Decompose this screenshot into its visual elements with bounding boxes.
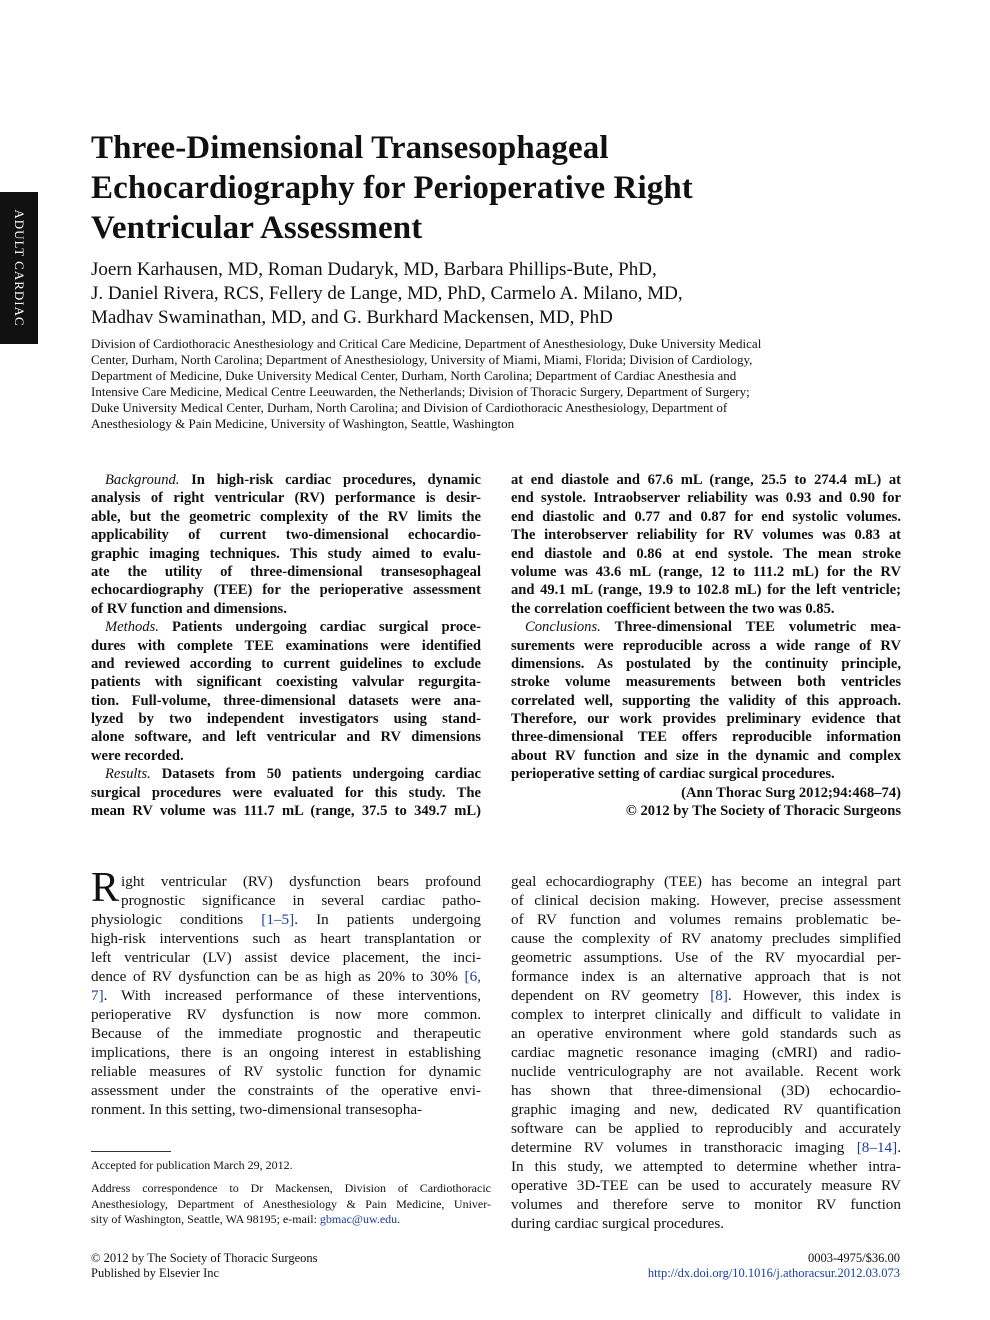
journal-citation: (Ann Thorac Surg 2012;94:468–74) (681, 784, 901, 801)
body-line (91, 1081, 481, 1100)
citation-link[interactable]: [8] (710, 987, 728, 1004)
drop-cap: R (91, 865, 120, 911)
abstract-line: echocardiography (TEE) for the perioperative assessment (91, 582, 481, 599)
body-text: . With increased performance of these interventions, (103, 987, 481, 1004)
body-text: of RV function and volumes remains problematic be- (511, 911, 901, 928)
abstract-line: lyzed by two independent investigators using stand- (91, 711, 481, 728)
abstract-text: Three-dimensional TEE volumetric mea- (614, 619, 901, 636)
body-line (91, 1062, 481, 1081)
article-title (91, 128, 891, 248)
results-heading: Results. (105, 766, 151, 783)
body-text: geal echocardiography (TEE) has become an integral part (511, 873, 901, 890)
author-line: J. Daniel Rivera, RCS, Fellery de Lange, MD, PhD, Carmelo A. Milano, MD, (91, 283, 683, 304)
body-line (511, 1024, 901, 1043)
body-text: ight ventricular (RV) dysfunction bears profound (121, 873, 481, 890)
title-line: Ventricular Assessment (91, 210, 423, 246)
body-line (511, 1176, 901, 1195)
abstract-line: applicability of current two-dimensional echocardio- (91, 527, 481, 544)
body-line (511, 891, 901, 910)
body-text: prognostic significance in several cardiac patho- (121, 892, 481, 909)
body-right-column (511, 872, 901, 1233)
body-line (91, 1043, 481, 1062)
body-line (511, 1081, 901, 1100)
author-line: Madhav Swaminathan, MD, and G. Burkhard Mackensen, MD, PhD (91, 307, 613, 328)
abstract-line: the correlation coefficient between the two was 0.85. (511, 600, 835, 617)
author-list (91, 258, 911, 330)
body-text: software can be applied to reproducibly and accurately (511, 1120, 901, 1137)
body-left-column (91, 872, 481, 1119)
accepted-note (91, 1158, 491, 1174)
body-text: left ventricular (LV) assist device placement, the inci- (91, 949, 481, 966)
abstract-line: at end diastole and 67.6 mL (range, 25.5 to 274.4 mL) at (511, 472, 901, 488)
title-line: Three-Dimensional Transesophageal (91, 130, 609, 166)
body-line (511, 1195, 901, 1214)
citation-link[interactable]: 7] (91, 987, 104, 1004)
body-line (91, 967, 481, 986)
body-text: during cardiac surgical procedures. (511, 1215, 725, 1232)
abstract-line: perioperative setting of cardiac surgical procedures. (511, 766, 835, 783)
body-line (511, 1214, 901, 1233)
abstract-line: correlated well, supporting the validity of this approach. (511, 692, 901, 709)
abstract-line: surgical procedures were evaluated for this study. The (91, 784, 481, 801)
body-text: dependent on RV geometry (511, 987, 711, 1004)
body-line (511, 1119, 901, 1138)
address-text: sity of Washington, Seattle, WA 98195; e-mail: (91, 1212, 320, 1226)
address-line (91, 1212, 491, 1228)
body-text: In this study, we attempted to determine whether intra- (511, 1158, 901, 1175)
abstract-line (511, 618, 901, 636)
body-text: dence of RV dysfunction can be as high as 20% to 30% (91, 968, 465, 985)
body-text: high-risk interventions such as heart transplantation or (91, 930, 481, 947)
abstract-copyright: © 2012 by The Society of Thoracic Surgeons (625, 803, 901, 820)
body-text: of clinical decision making. However, precise assessment (511, 892, 901, 909)
section-tab-label: ADULT CARDIAC (12, 209, 27, 327)
body-line (511, 1157, 901, 1176)
accepted-text: Accepted for publication March 29, 2012. (91, 1158, 293, 1172)
body-text: . (897, 1139, 901, 1156)
abstract-line (91, 618, 481, 636)
footer-publisher: Published by Elsevier Inc (91, 1266, 220, 1280)
body-text: ronment. In this setting, two-dimensional transesopha- (91, 1101, 423, 1118)
body-text: formance index is an alternative approach that is not (511, 968, 901, 985)
body-line (511, 967, 901, 986)
abstract-line (91, 471, 481, 489)
abstract-line: graphic imaging techniques. This study aimed to evalu- (91, 545, 481, 562)
body-line (511, 1005, 901, 1024)
body-text: physiologic conditions (91, 911, 262, 928)
abstract-line: and reviewed according to current guidelines to exclude (91, 655, 481, 672)
abstract-line: mean RV volume was 111.7 mL (range, 37.5 to 349.7 mL) (91, 803, 481, 820)
body-text: cardiac magnetic resonance imaging (cMRI) and radio- (511, 1044, 901, 1061)
abstract-line: tion. Full-volume, three-dimensional datasets were ana- (91, 692, 481, 709)
correspondence-note (91, 1181, 491, 1228)
abstract-line: able, but the geometric complexity of the RV limits the (91, 508, 481, 525)
footer-left (91, 1251, 317, 1281)
body-text: assessment under the constraints of the operative envi- (91, 1082, 481, 1099)
body-text: perioperative RV dysfunction is now more common. (91, 1006, 481, 1023)
footer-issn: 0003-4975/$36.00 (807, 1251, 900, 1265)
abstract-line: dures with complete TEE examinations were identified (91, 637, 481, 654)
body-text: implications, there is an ongoing interest in establishing (91, 1044, 481, 1061)
abstract-line: end systole. Intraobserver reliability was 0.93 and 0.90 for (511, 490, 901, 507)
body-text: operative 3D-TEE can be used to accurately measure RV (511, 1177, 901, 1194)
body-line (511, 1062, 901, 1081)
body-text: graphic imaging and new, dedicated RV quantification (511, 1101, 901, 1118)
body-text: nuclide ventriculography are not available. Recent work (511, 1063, 901, 1080)
affiliation-line: Anesthesiology & Pain Medicine, University of Washington, Seattle, Washington (91, 416, 515, 431)
abstract-line: about RV function and size in the dynamic and complex (511, 747, 901, 764)
citation-link[interactable]: [8–14] (856, 1139, 898, 1156)
body-line (511, 986, 901, 1005)
abstract-line (91, 765, 481, 783)
email-link[interactable]: gbmac@uw.edu (319, 1212, 398, 1226)
title-line: Echocardiography for Perioperative Right (91, 170, 693, 206)
section-tab (0, 192, 38, 344)
body-text: geometric assumptions. Use of the RV myocardial per- (511, 949, 901, 966)
abstract-line: volume was 43.6 mL (range, 12 to 111.2 mL) for the RV (511, 563, 901, 580)
abstract-line: end diastole and 0.86 at end systole. The mean stroke (511, 545, 901, 562)
body-line (511, 929, 901, 948)
body-line (91, 1024, 481, 1043)
methods-heading: Methods. (105, 619, 159, 636)
abstract-text: Datasets from 50 patients undergoing cardiac (161, 766, 481, 783)
citation-link[interactable]: [6, (464, 968, 481, 985)
body-text: reliable measures of RV systolic function for dynamic (91, 1063, 481, 1080)
doi-link[interactable]: http://dx.doi.org/10.1016/j.athoracsur.2012.03.073 (647, 1266, 900, 1280)
affiliation-line: Center, Durham, North Carolina; Department of Anesthesiology, University of Miami, Miami, Florida; Division of Cardiology, (91, 352, 753, 367)
body-line (91, 1005, 481, 1024)
abstract-line: ate the utility of three-dimensional transesophageal (91, 563, 481, 580)
background-heading: Background. (105, 472, 180, 488)
body-line (91, 986, 481, 1005)
body-line (511, 948, 901, 967)
abstract-left-column (91, 471, 481, 820)
body-text: cause the complexity of RV anatomy precludes simplified (511, 930, 901, 947)
abstract-line: end diastolic and 0.77 and 0.87 for end systolic volumes. (511, 508, 901, 525)
abstract-line: Therefore, our work provides preliminary evidence that (511, 711, 901, 728)
abstract-line: patients with significant coexisting valvular regurgita- (91, 674, 481, 691)
body-line (511, 1138, 901, 1157)
body-line (91, 891, 481, 910)
abstract-line: alone software, and left ventricular and RV dimensions (91, 729, 481, 746)
abstract-line: stroke volume measurements between both ventricles (511, 674, 901, 691)
author-line: Joern Karhausen, MD, Roman Dudaryk, MD, Barbara Phillips-Bute, PhD, (91, 259, 657, 280)
abstract-line: three-dimensional TEE offers reproducible information (511, 729, 901, 746)
affiliation-line: Division of Cardiothoracic Anesthesiology and Critical Care Medicine, Department of Anesthesiology, Duke University Medical (91, 336, 762, 351)
footnote-divider (91, 1151, 171, 1152)
abstract-right-column (511, 471, 901, 820)
body-line (511, 1100, 901, 1119)
affiliations (91, 336, 903, 432)
abstract-line: and 49.1 mL (range, 19.9 to 102.8 mL) for the left ventricle; (511, 582, 901, 599)
abstract-line: dimensions. As postulated by the continuity principle, (511, 655, 901, 672)
affiliation-line: Duke University Medical Center, Durham, North Carolina; and Division of Cardiothoracic Anesthesiology, Department of (91, 400, 728, 415)
body-text: determine RV volumes in transthoracic imaging (511, 1139, 857, 1156)
body-line (511, 1043, 901, 1062)
footer-copyright: © 2012 by The Society of Thoracic Surgeons (91, 1251, 318, 1265)
body-text: volumes and therefore serve to monitor RV function (511, 1196, 901, 1213)
footer-right (648, 1251, 900, 1281)
body-text: . However, this index is (727, 987, 901, 1004)
abstract-line: of RV function and dimensions. (91, 600, 287, 617)
body-line (91, 929, 481, 948)
body-line (91, 1100, 481, 1119)
citation-link[interactable]: [1–5] (261, 911, 295, 928)
affiliation-line: Intensive Care Medicine, Medical Centre Leeuwarden, the Netherlands; Division of Thoracic Surgery, Department of Surgery; (91, 384, 750, 399)
body-line (91, 872, 481, 891)
abstract-text: In high-risk cardiac procedures, dynamic (191, 472, 481, 488)
body-line (511, 910, 901, 929)
body-text: . In patients undergoing (294, 911, 481, 928)
abstract-line: analysis of right ventricular (RV) performance is desir- (91, 490, 481, 507)
body-text: Because of the immediate prognostic and therapeutic (91, 1025, 481, 1042)
body-text: complex to interpret clinically and difficult to validate in (511, 1006, 901, 1023)
affiliation-line: Department of Medicine, Duke University Medical Center, Durham, North Carolina; Department of Cardiac Anesthesia and (91, 368, 737, 383)
body-line (511, 872, 901, 891)
body-text: an operative environment where gold standards such as (511, 1025, 901, 1042)
abstract-line: surements were reproducible across a wide range of RV (511, 637, 901, 654)
conclusions-heading: Conclusions. (525, 619, 601, 636)
abstract-text: Patients undergoing cardiac surgical proce- (172, 619, 481, 636)
abstract-line: were recorded. (91, 747, 184, 764)
address-line: Anesthesiology, Department of Anesthesiology & Pain Medicine, Univer- (91, 1196, 491, 1211)
abstract-line: The interobserver reliability for RV volumes was 0.83 at (511, 527, 901, 544)
address-line: Address correspondence to Dr Mackensen, Division of Cardiothoracic (91, 1181, 491, 1195)
body-line (91, 910, 481, 929)
body-line (91, 948, 481, 967)
address-text: . (397, 1212, 401, 1226)
body-text: has shown that three-dimensional (3D) echocardio- (511, 1082, 901, 1099)
